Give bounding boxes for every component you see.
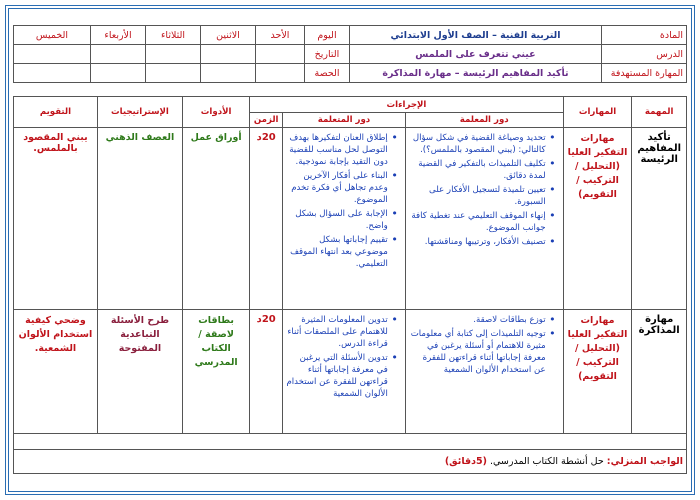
list-item: • تكليف التلميذات بالتفكير في القضية لمدة دقائق. [409,158,546,182]
day-header-wednesday: الأربعاء [91,26,146,45]
row2-skills: مهارات التفكير العليا (التحليل / التركيب / التقويم) [563,310,632,434]
col-task: المهمة [632,97,687,128]
row2-student-role [283,310,406,434]
list-item: • البناء على أفكار الآخرين وعدم تجاهل أي فكرة تخدم الموضوع. [286,170,388,206]
row1-student-list [286,132,402,270]
row1-skills: مهارات التفكير العليا (التحليل / التركيب / التقويم) [563,128,632,310]
day-header-thursday: الخميس [14,26,91,45]
lesson-plan-table [13,96,687,474]
row1-teacher-role [405,128,563,310]
homework-text: حل أنشطة الكتاب المدرسي. [489,456,604,467]
row2-teacher-role [405,310,563,434]
row2-task: مهارة المذاكرة [632,310,687,434]
day-header-monday: الاثنين [201,26,256,45]
row2-evaluation: وضحي كيفية استخدام الألوان الشمعية. [14,310,98,434]
row1-task: تأكيد المفاهيم الرئيسة [632,128,687,310]
header-table [13,25,687,83]
col-tools: الأدوات [182,97,249,128]
col-strategies: الإستراتيجيات [97,97,182,128]
col-teacher-role: دور المعلمة [405,113,563,128]
col-student-role: دور المتعلمة [283,113,406,128]
period-label: الحصة [305,64,350,83]
spacer-row [14,434,687,450]
row2-time: 20د [250,310,283,434]
row2-strategies: طرح الأسئلة التباعدية المفتوحة [97,310,182,434]
homework-label: الواجب المنزلي: [606,456,683,467]
day-label: اليوم [305,26,350,45]
subject-value: التربية الفنية – الصف الأول الابتدائي [350,26,602,45]
day-header-sunday: الأحد [256,26,305,45]
list-item: • تصنيف الأفكار، وترتيبها ومناقشتها. [409,236,546,248]
row1-tools: أوراق عمل [182,128,249,310]
list-item: • إنهاء الموقف التعليمي عند تغطية كافة جوانب الموضوع. [409,210,546,234]
col-procedures: الإجراءات [250,97,563,113]
list-item: • توجيه التلميذات إلى كتابة أي معلومات مثيرة للاهتمام أو أسئلة يرغبن في معرفة إجاباتها أثناء قراءتهن للفقرة عن استخدام الألوان الشمعية [409,328,546,376]
list-item: • الإجابة على السؤال بشكل واضح. [286,208,388,232]
list-item: • تدوين المعلومات المثيرة للاهتمام على الملصقات أثناء قراءة الدرس. [286,314,388,350]
list-item: • توزع بطاقات لاصقة. [409,314,546,326]
row1-time: 20د [250,128,283,310]
day-header-tuesday: الثلاثاء [146,26,201,45]
row1-student-role [283,128,406,310]
lesson-label: الدرس [602,45,687,64]
col-time: الزمن [250,113,283,128]
row1-evaluation: يبني المقصود بالملمس. [14,128,98,310]
col-skills: المهارات [563,97,632,128]
list-item: • تحديد وصياغة القضية في شكل سؤال كالتالي: (يبني المقصود بالملمس؟). [409,132,546,156]
skill-value: تأكيد المفاهيم الرئيسة – مهارة المذاكرة [350,64,602,83]
col-evaluation: التقويم [14,97,98,128]
homework-duration: (5دقائق) [444,456,487,467]
list-item: • إطلاق العنان لتفكيرها بهدف التوصل لحل مناسب للقضية دون التقيد بإجابة نموذجية. [286,132,388,168]
list-item: • تدوين الأسئلة التي يرغبن في معرفة إجاباتها أثناء قراءتهن للفقرة عن استخدام الألوان الشمعية [286,352,388,400]
row2-teacher-list [409,314,560,376]
row1-strategies: العصف الذهني [97,128,182,310]
homework-row [14,450,687,474]
row2-tools: بطاقات لاصقة / الكتاب المدرسي [182,310,249,434]
row2-student-list [286,314,402,400]
list-item: • تعيين تلميذة لتسجيل الأفكار على السبورة. [409,184,546,208]
subject-label: المادة [602,26,687,45]
row1-teacher-list [409,132,560,248]
date-label: التاريخ [305,45,350,64]
lesson-value: عيني تتعرف على الملمس [350,45,602,64]
list-item: • تقييم إجاباتها بشكل موضوعي بعد انتهاء الموقف التعليمي. [286,234,388,270]
skill-label: المهارة المستهدفة [602,64,687,83]
